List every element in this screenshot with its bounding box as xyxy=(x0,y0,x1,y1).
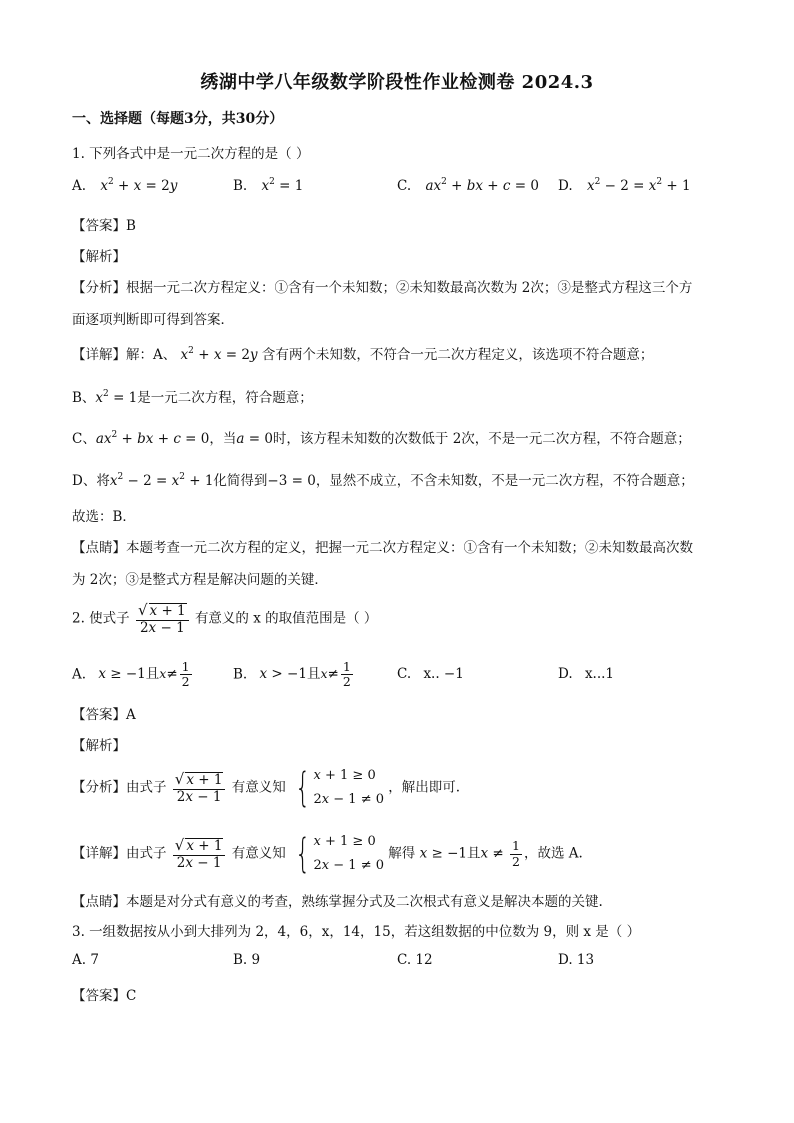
q1-dianjing-line2: 为 2次；③是整式方程是解决问题的关键． xyxy=(72,572,328,588)
q1-option-d: D. $x^2 - 2 = x^2 + 1$ xyxy=(558,177,691,194)
q2-option-c: C. x.. −1 xyxy=(397,666,464,682)
q2-answer: 【答案】A xyxy=(72,707,136,723)
q3-option-d: D. 13 xyxy=(558,952,595,968)
q1-answer: 【答案】B xyxy=(72,218,136,234)
q1-analysis-tag: 【解析】 xyxy=(72,249,126,265)
q1-fenxi-line2: 面逐项判断即可得到答案． xyxy=(72,312,234,328)
q2-option-d: D. x...1 xyxy=(558,666,615,682)
q2-option-a: A. x ≥ −1且x≠ $\frac{1}{2}$ xyxy=(72,659,190,690)
q2-analysis-tag: 【解析】 xyxy=(72,738,126,754)
q3-answer: 【答案】C xyxy=(72,988,137,1004)
q1-option-a-expr: $x^2 + x = 2y$ xyxy=(100,177,178,194)
q1-option-b-expr: $x^2 = 1$ xyxy=(261,177,304,194)
q3-option-b: B. 9 xyxy=(233,952,261,968)
q1-dianjing-line1: 【点睛】本题考查一元二次方程的定义，把握一元二次方程定义：①含有一个未知数；②未知数最高次数 xyxy=(72,540,693,556)
q3-option-a: A. 7 xyxy=(72,952,99,968)
q1-stem: 1. 下列各式中是一元二次方程的是（ ） xyxy=(72,146,310,162)
q1-option-b: B. $x^2 = 1$ xyxy=(233,177,304,194)
section-heading: 一、选择题（每题3分，共30分） xyxy=(72,111,284,127)
q1-option-c: C. $ax^2$ + bx + c = 0 xyxy=(397,177,539,194)
q2-dianjing: 【点睛】本题是对分式有意义的考查，熟练掌握分式及二次根式有意义是解决本题的关键. xyxy=(72,894,603,910)
q1-option-c-expr: $ax^2$ + bx + c = 0 xyxy=(425,177,539,194)
q2-fraction: $\frac{√ x + 1}{2x - 1}$ xyxy=(136,602,189,636)
q2-option-b: B. x > −1且x≠ $\frac{1}{2}$ xyxy=(233,659,351,690)
q1-fenxi-line1: 【分析】根据一元二次方程定义：①含有一个未知数；②未知数最高次数为 2次；③是整式方程这三个方 xyxy=(72,280,693,296)
q1-xiangjie-b: B、$x^2 = 1$是一元二次方程，符合题意； xyxy=(72,389,313,406)
q1-option-a: A. $x^2 + x = 2y$ xyxy=(72,177,178,194)
q2-xiangjie: 【详解】由式子 $\frac{√ x + 1}{2x - 1}$ 有意义知 { x + 1 ≥ 0 2x − 1 ≠ 0 解得 x ≥ −1且x ≠ $\frac{1}{2}$ ，故选 A. xyxy=(72,831,583,877)
q1-choose: 故选：B． xyxy=(72,509,136,525)
q2-fenxi: 【分析】由式子 $\frac{√ x + 1}{2x - 1}$ 有意义知 { x + 1 ≥ 0 2x − 1 ≠ 0 ，解出即可. xyxy=(72,765,461,811)
q1-option-d-expr: $x^2 - 2 = x^2 + 1$ xyxy=(586,177,691,194)
q1-xiangjie-d: D、将$x^2 - 2 = x^2 + 1$化简得到−3 = 0，显然不成立，不含未知数，不是一元二次方程，不符合题意； xyxy=(72,472,694,489)
page-title: 绣湖中学八年级数学阶段性作业检测卷 2024.3 xyxy=(200,72,594,93)
q2-stem: 2. 使式子 $\frac{√ x + 1}{2x - 1}$ 有意义的 x 的取值范围是（ ） xyxy=(72,601,378,636)
q3-stem: 3. 一组数据按从小到大排列为 2，4，6，x，14，15，若这组数据的中位数为 9，则 x 是（ ） xyxy=(72,924,641,940)
q1-xiangjie-c: C、$ax^2$ + bx + c = 0，当a = 0时，该方程未知数的次数低于 2次，不是一元二次方程，不符合题意； xyxy=(72,430,691,447)
q3-option-c: C. 12 xyxy=(397,952,433,968)
q1-xiangjie-a: 【详解】解：A、 $x^2 + x = 2y$ 含有两个未知数，不符合一元二次方程定义，该选项不符合题意； xyxy=(72,346,654,363)
